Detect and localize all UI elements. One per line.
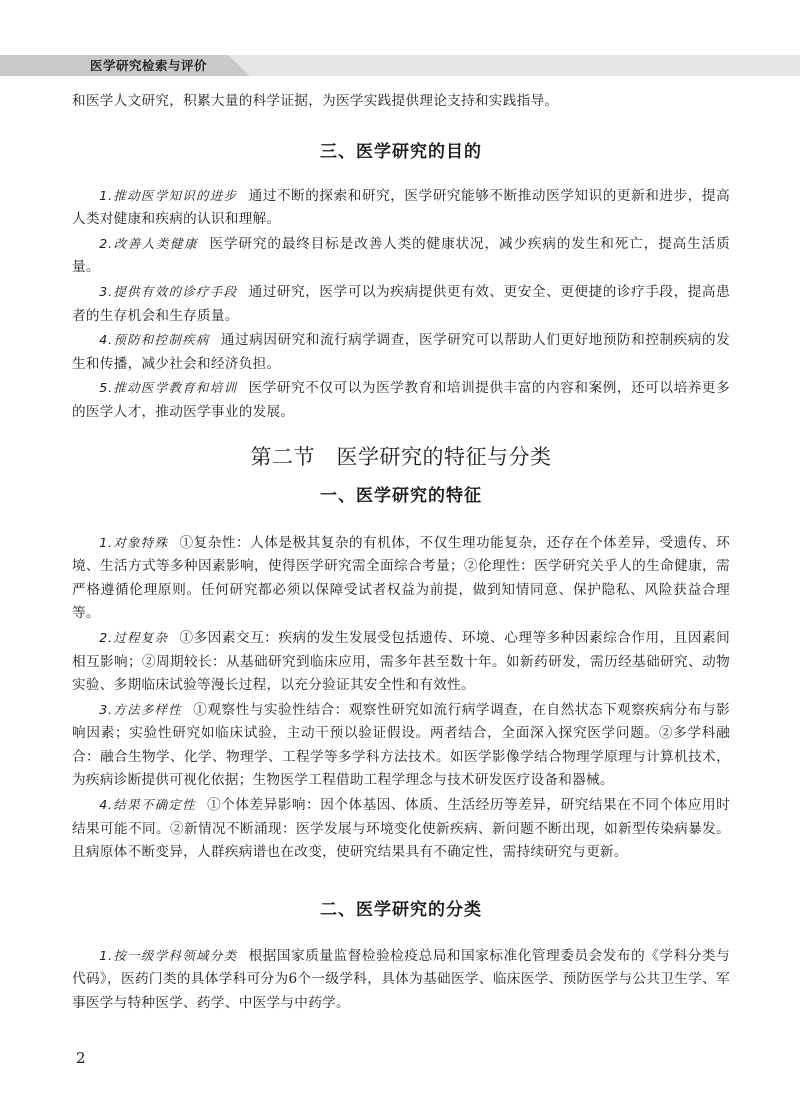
feature-item <box>72 793 730 865</box>
purpose-item-text: 医学研究的最终目标是改善人类的健康状况，减少疾病的发生和死亡，提高生活质量。 <box>72 235 731 276</box>
feature-item <box>72 531 730 626</box>
feature-item-lead: 1.对象特殊 <box>99 534 169 550</box>
purpose-item-lead: 4.预防和控制疾病 <box>99 332 210 348</box>
purpose-item-text: 医学研究不仅可以为医学教育和培训提供丰富的内容和案例，还可以培养更多的医学人才，推动医学事业的发展。 <box>72 380 730 420</box>
purpose-item <box>72 184 730 232</box>
feature-item <box>72 698 730 793</box>
purpose-item <box>72 376 730 424</box>
feature-item-text: ①多因素交互：疾病的发生发展受包括遗传、环境、心理等多种因素综合作用，且因素间相互影响；②周期较长：从基础研究到临床应用，需多年甚至数十年。如新药研发，需历经基础研究、动物实验、多期临床试验等漫长过程，以充分验证其安全性和有效性。 <box>72 629 730 694</box>
purpose-item-lead: 1.推动医学知识的进步 <box>99 187 238 203</box>
intro-continuation: 和医学人文研究，积累大量的科学证据，为医学实践提供理论支持和实践指导。 <box>72 93 559 109</box>
feature-item-lead: 2.过程复杂 <box>99 629 169 645</box>
purpose-item <box>72 280 730 328</box>
purpose-item-text: 通过不断的探索和研究，医学研究能够不断推动医学知识的更新和进步，提高人类对健康和疾病的认识和理解。 <box>72 187 730 228</box>
classification-heading: 二、医学研究的分类 <box>320 899 482 920</box>
section-title: 第二节 医学研究的特征与分类 <box>250 444 552 469</box>
purpose-heading: 三、医学研究的目的 <box>320 141 482 162</box>
purpose-item <box>72 328 730 376</box>
classification-item-text: 根据国家质量监督检验检疫总局和国家标准化管理委员会发布的《学科分类与代码》，医药门类的具体学科可分为6个一级学科，具体为基础医学、临床医学、预防医学与公共卫生学、军事医学与特种医学、药学、中医学与中药学。 <box>72 947 730 1012</box>
feature-item <box>72 626 730 698</box>
classification-item-lead: 1.按一级学科领域分类 <box>99 947 238 963</box>
page-number: 2 <box>76 1049 86 1067</box>
features-heading: 一、医学研究的特征 <box>320 485 482 506</box>
running-header-title: 医学研究检索与评价 <box>90 58 208 73</box>
purpose-item-text: 通过研究，医学可以为疾病提供更有效、更安全、更便捷的诊疗手段，提高患者的生存机会和生存质量。 <box>72 283 730 324</box>
classification-item <box>72 944 730 1016</box>
purpose-item-lead: 2.改善人类健康 <box>99 235 199 251</box>
feature-item-text: ①观察性与实验性结合：观察性研究如流行病学调查，在自然状态下观察疾病分布与影响因素；实验性研究如临床试验，主动干预以验证假设。两者结合，全面深入探究医学问题。②多学科融合：融合生物学、化学、物理学、工程学等多学科方法技术。如医学影像学结合物理学原理与计算机技术，为疾病诊断提供可视化依据；生物医学工程借助工程学理念与技术研发医疗设备和器械。 <box>72 701 730 789</box>
feature-item-text: ①个体差异影响：因个体基因、体质、生活经历等差异，研究结果在不同个体应用时结果可能不同。②新情况不断涌现：医学发展与环境变化使新疾病、新问题不断出现，如新型传染病暴发。且病原体不断变异，人群疾病谱也在改变，使研究结果具有不确定性，需持续研究与更新。 <box>72 797 730 861</box>
feature-item-text: ①复杂性：人体是极其复杂的有机体，不仅生理功能复杂，还存在个体差异，受遗传、环境、生活方式等多种因素影响，使得医学研究需全面综合考量；②伦理性：医学研究关乎人的生命健康，需严格遵循伦理原则。任何研究都必须以保障受试者权益为前提，做到知情同意、保护隐私、风险获益合理等。 <box>72 534 730 622</box>
purpose-item-text: 通过病因研究和流行病学调查，医学研究可以帮助人们更好地预防和控制疾病的发生和传播，减少社会和经济负担。 <box>72 332 730 372</box>
feature-item-lead: 3.方法多样性 <box>99 701 183 717</box>
purpose-item <box>72 232 730 280</box>
purpose-item-lead: 3.提供有效的诊疗手段 <box>99 283 238 299</box>
feature-item-lead: 4.结果不确定性 <box>99 797 196 813</box>
page-content <box>72 90 730 1016</box>
purpose-item-lead: 5.推动医学教育和培训 <box>99 380 238 396</box>
